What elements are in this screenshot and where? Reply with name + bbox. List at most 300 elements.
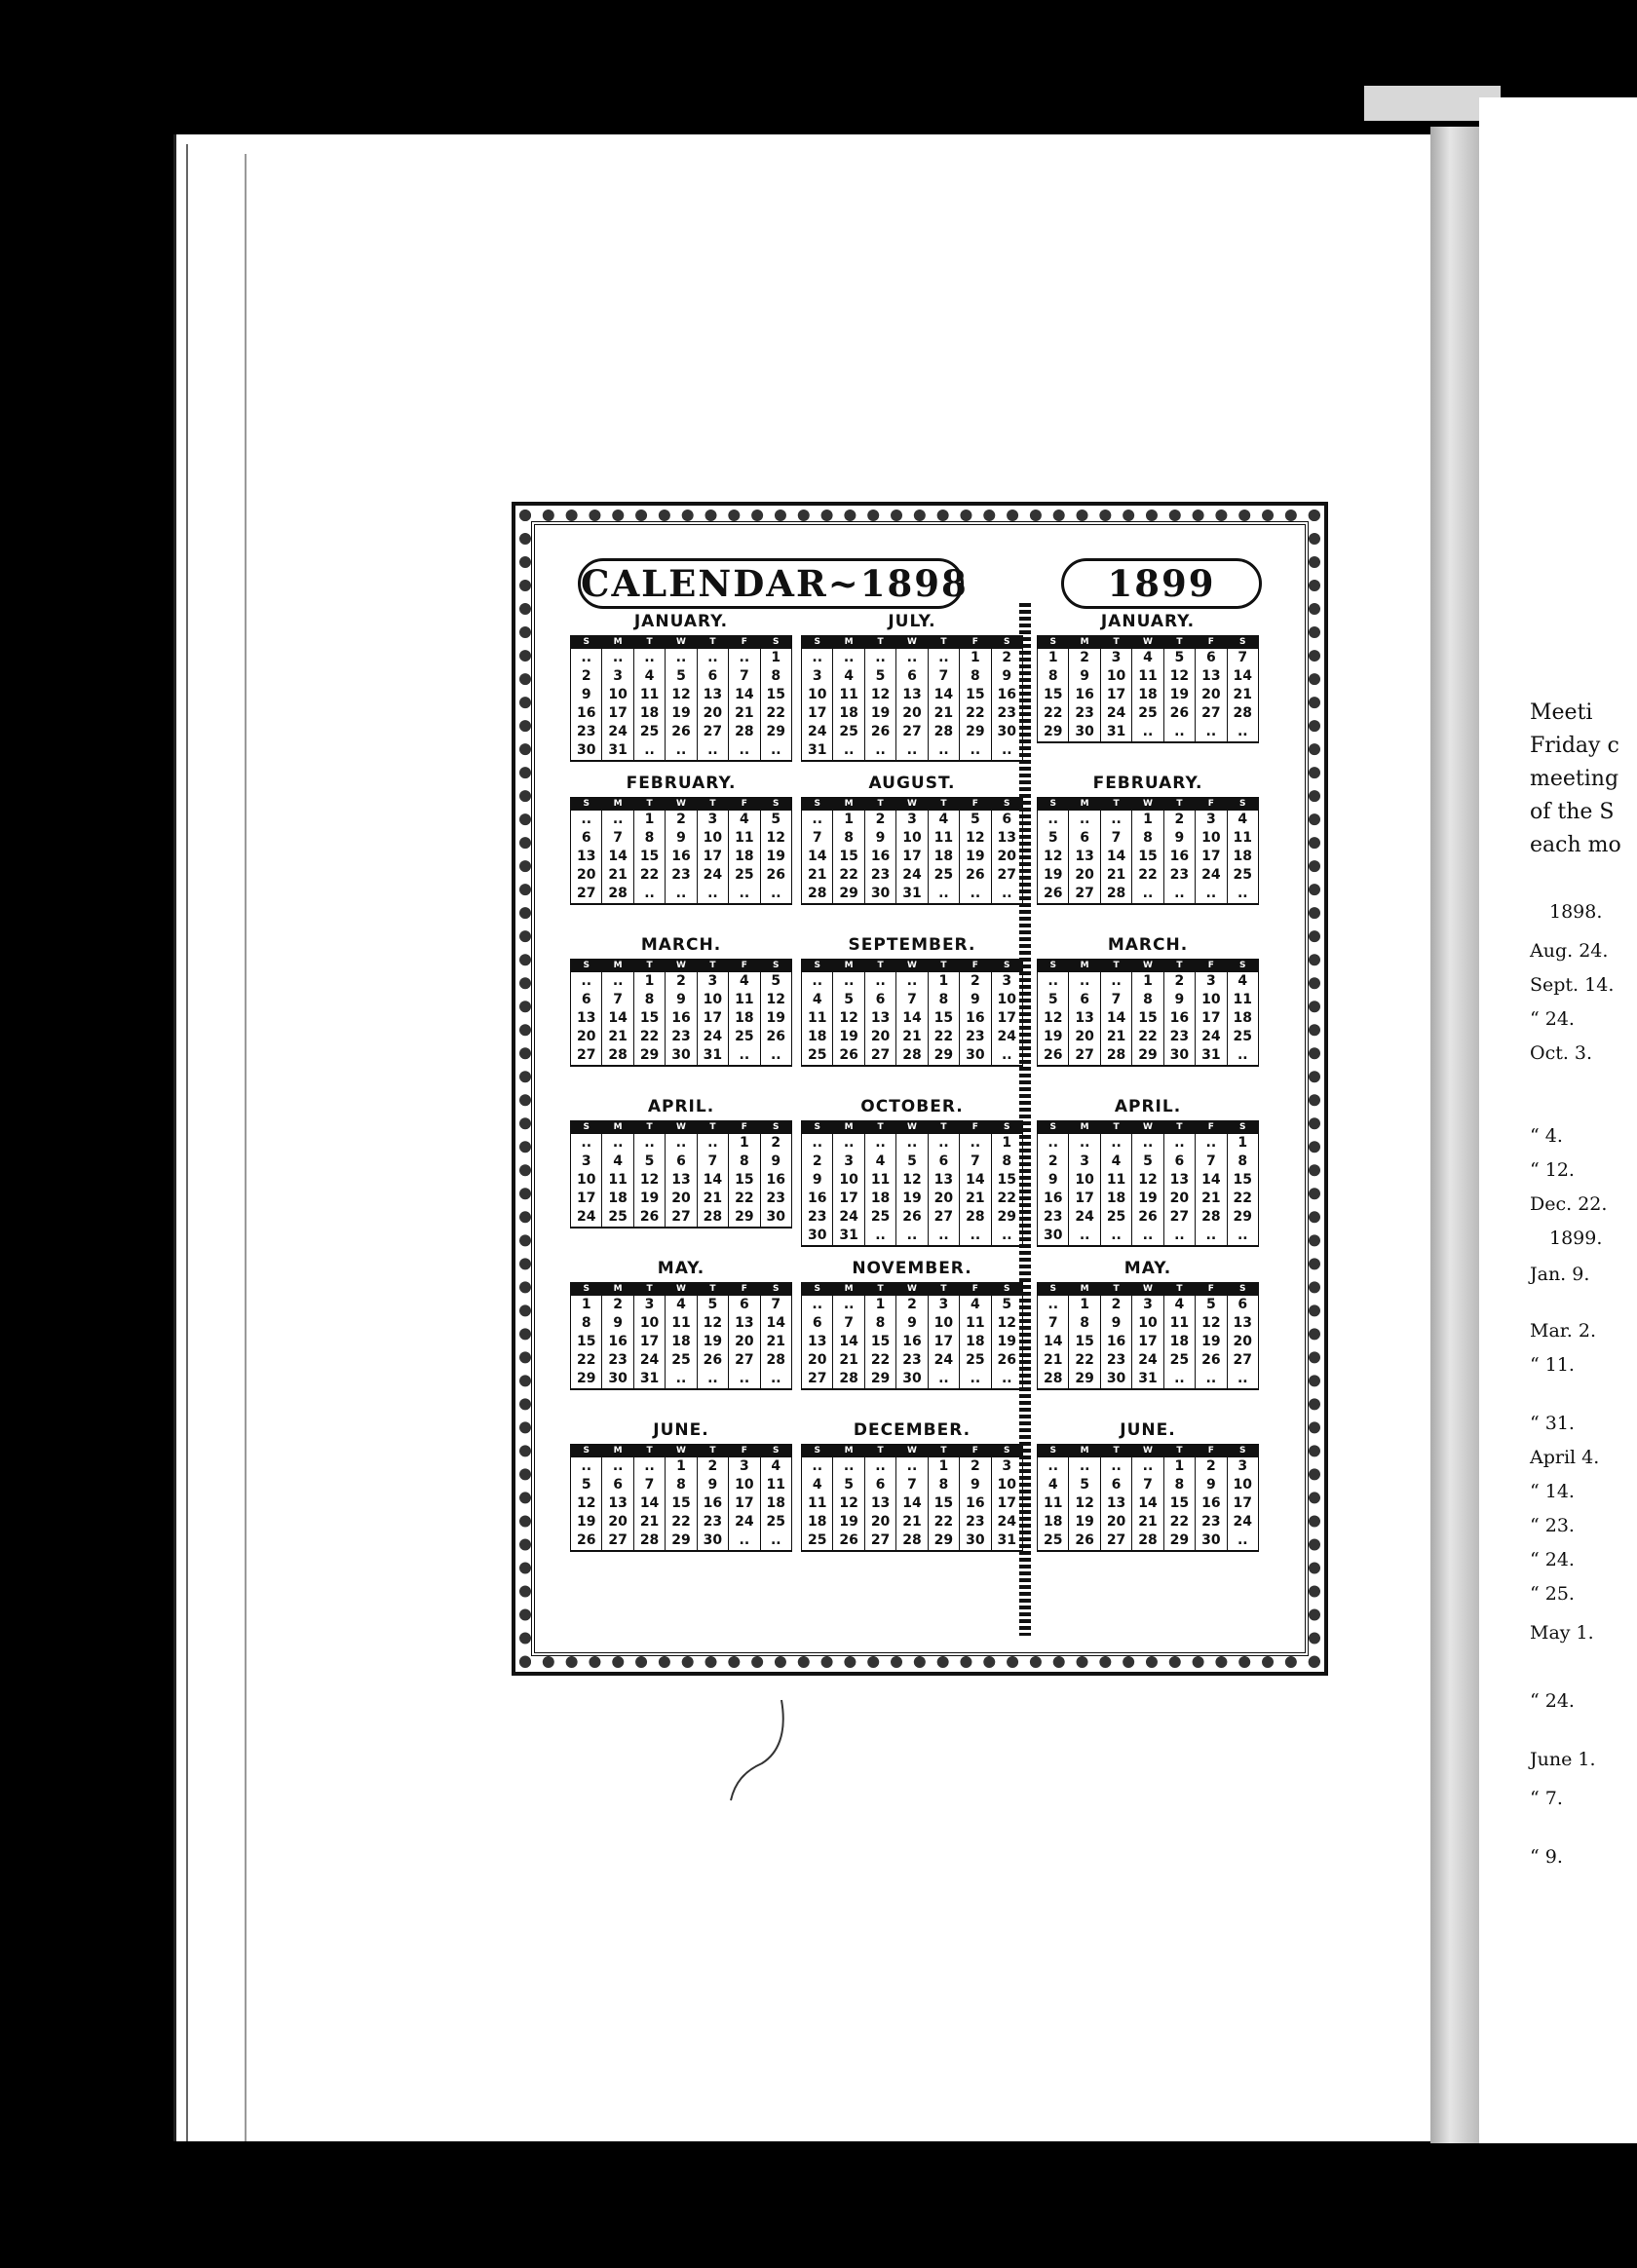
day-cell: 2 [697, 1457, 728, 1477]
weekday-header: S [1227, 636, 1258, 649]
day-cell: 24 [928, 1351, 959, 1370]
weekday-header: S [571, 1445, 602, 1457]
day-cell: 23 [1100, 1351, 1131, 1370]
log-entry: 1899. [1549, 1228, 1603, 1249]
day-cell: 16 [1069, 686, 1100, 704]
week-row [1038, 1009, 1259, 1028]
month-name: AUGUST. [868, 774, 956, 793]
day-cell: 28 [802, 885, 833, 903]
day-cell: .. [1100, 1134, 1131, 1153]
day-cell: 28 [760, 1351, 791, 1370]
day-cell: 16 [1038, 1190, 1069, 1208]
day-cell: .. [896, 741, 928, 760]
week-row [802, 1370, 1023, 1388]
month-table [801, 1444, 1023, 1550]
day-cell: 26 [833, 1046, 864, 1065]
week-row [571, 1190, 792, 1208]
day-cell: .. [666, 885, 697, 903]
day-cell: 17 [729, 1494, 760, 1513]
day-cell: 2 [802, 1153, 833, 1171]
day-cell: 30 [960, 1046, 991, 1065]
day-cell: 12 [1132, 1171, 1163, 1190]
day-cell: .. [928, 1227, 959, 1245]
month-table [1037, 635, 1259, 741]
day-cell: 9 [666, 991, 697, 1009]
day-cell: 18 [864, 1190, 895, 1208]
day-cell: 18 [1163, 1333, 1195, 1351]
week-row [571, 885, 792, 903]
weekday-header: T [928, 1121, 959, 1134]
day-cell: 28 [833, 1370, 864, 1388]
day-cell: .. [1038, 1296, 1069, 1315]
day-cell: 12 [1163, 667, 1195, 686]
calendar-title: CALENDAR~1898 [578, 558, 964, 609]
day-cell: 6 [896, 667, 928, 686]
week-row [802, 972, 1023, 992]
day-cell: 30 [666, 1046, 697, 1065]
week-row [802, 1046, 1023, 1065]
weekday-header: S [760, 1283, 791, 1296]
day-cell: 18 [729, 848, 760, 866]
week-row [571, 1476, 792, 1494]
day-cell: .. [1163, 1134, 1195, 1153]
day-cell: 29 [991, 1208, 1022, 1227]
day-cell: 29 [571, 1370, 602, 1388]
day-cell: 27 [1227, 1351, 1258, 1370]
weekday-header: S [1227, 1283, 1258, 1296]
day-cell: 28 [602, 1046, 633, 1065]
day-cell: 31 [633, 1370, 665, 1388]
day-cell: 25 [928, 866, 959, 885]
day-cell: 7 [928, 667, 959, 686]
book-gutter [1430, 127, 1479, 2143]
day-cell: 27 [864, 1046, 895, 1065]
day-cell: 3 [1100, 649, 1131, 668]
day-cell: 25 [1100, 1208, 1131, 1227]
day-cell: .. [1196, 1227, 1227, 1245]
day-cell: 15 [1163, 1494, 1195, 1513]
weekday-header: M [833, 960, 864, 972]
week-row [802, 1476, 1023, 1494]
weekday-header: T [928, 960, 959, 972]
weekday-header: T [1100, 1121, 1131, 1134]
day-cell: 7 [1227, 649, 1258, 668]
day-cell: 4 [1227, 972, 1258, 992]
day-cell: 1 [960, 649, 991, 668]
day-cell: 10 [991, 1476, 1022, 1494]
day-cell: 19 [1038, 1028, 1069, 1046]
day-cell: 21 [1100, 866, 1131, 885]
day-cell: 21 [729, 704, 760, 723]
weekday-header: M [602, 636, 633, 649]
week-row [802, 1513, 1023, 1531]
weekday-header: F [729, 1121, 760, 1134]
day-cell: 13 [1196, 667, 1227, 686]
day-cell: 26 [991, 1351, 1022, 1370]
day-cell: 3 [571, 1153, 602, 1171]
week-row [802, 1009, 1023, 1028]
weekday-header: S [991, 960, 1022, 972]
week-row [1038, 811, 1259, 830]
day-cell: 3 [1132, 1296, 1163, 1315]
log-entry: “ 11. [1530, 1354, 1575, 1376]
month-name: JANUARY. [633, 612, 729, 631]
log-entry: Aug. 24. [1530, 940, 1609, 962]
day-cell: 17 [633, 1333, 665, 1351]
week-row [1038, 1296, 1259, 1315]
day-cell: 4 [864, 1153, 895, 1171]
week-row [571, 1333, 792, 1351]
day-cell: 24 [729, 1513, 760, 1531]
weekday-header: F [960, 1121, 991, 1134]
day-cell: 17 [1069, 1190, 1100, 1208]
day-cell: .. [802, 649, 833, 668]
day-cell: 1 [666, 1457, 697, 1477]
month-name: FEBRUARY. [626, 774, 737, 793]
day-cell: 10 [1227, 1476, 1258, 1494]
month-name: JUNE. [1120, 1420, 1176, 1440]
month-block [1037, 770, 1259, 905]
day-cell: 22 [1132, 866, 1163, 885]
weekday-header: W [896, 1121, 928, 1134]
weekday-header: F [729, 1283, 760, 1296]
weekday-header: W [1132, 636, 1163, 649]
day-cell: 6 [571, 829, 602, 848]
day-cell: .. [1196, 885, 1227, 903]
day-cell: 5 [666, 667, 697, 686]
day-cell: 29 [864, 1370, 895, 1388]
month-table [570, 959, 792, 1065]
day-cell: 19 [833, 1028, 864, 1046]
week-row [1038, 848, 1259, 866]
day-cell: 19 [633, 1190, 665, 1208]
week-row [571, 1028, 792, 1046]
day-cell: 29 [666, 1531, 697, 1550]
week-row [802, 1190, 1023, 1208]
day-cell: .. [602, 1134, 633, 1153]
day-cell: .. [1227, 1531, 1258, 1550]
day-cell: .. [1227, 723, 1258, 741]
day-cell: 6 [697, 667, 728, 686]
day-cell: .. [802, 1296, 833, 1315]
day-cell: 3 [802, 667, 833, 686]
weekday-header: W [896, 1283, 928, 1296]
day-cell: 18 [1227, 1009, 1258, 1028]
month-block [1037, 1093, 1259, 1247]
day-cell: 7 [960, 1153, 991, 1171]
day-cell: 6 [991, 811, 1022, 830]
day-cell: 12 [864, 686, 895, 704]
weekday-header: S [571, 960, 602, 972]
day-cell: 30 [1196, 1531, 1227, 1550]
right-page [1479, 97, 1637, 2143]
day-cell: 9 [760, 1153, 791, 1171]
day-cell: 29 [633, 1046, 665, 1065]
day-cell: 15 [571, 1333, 602, 1351]
day-cell: 16 [760, 1171, 791, 1190]
day-cell: 16 [864, 848, 895, 866]
day-cell: 25 [1038, 1531, 1069, 1550]
weekday-header: S [1227, 798, 1258, 811]
day-cell: 23 [864, 866, 895, 885]
week-row [1038, 1153, 1259, 1171]
week-row [1038, 1314, 1259, 1333]
week-row [571, 1153, 792, 1171]
day-cell: 6 [729, 1296, 760, 1315]
weekday-header: T [633, 636, 665, 649]
day-cell: 27 [602, 1531, 633, 1550]
day-cell: 25 [802, 1046, 833, 1065]
day-cell: 4 [1163, 1296, 1195, 1315]
week-row [571, 1351, 792, 1370]
day-cell: .. [960, 885, 991, 903]
day-cell: 3 [602, 667, 633, 686]
day-cell: 18 [1132, 686, 1163, 704]
day-cell: 25 [666, 1351, 697, 1370]
day-cell: 12 [1069, 1494, 1100, 1513]
day-cell: .. [991, 1046, 1022, 1065]
day-cell: .. [896, 972, 928, 992]
day-cell: 23 [571, 723, 602, 741]
day-cell: 11 [602, 1171, 633, 1190]
day-cell: 27 [991, 866, 1022, 885]
day-cell: 17 [1196, 1009, 1227, 1028]
week-row [1038, 704, 1259, 723]
day-cell: 12 [1038, 1009, 1069, 1028]
weekday-header: M [833, 1445, 864, 1457]
weekday-header: M [1069, 1445, 1100, 1457]
day-cell: 11 [802, 1494, 833, 1513]
weekday-header: T [1163, 1283, 1195, 1296]
day-cell: 4 [602, 1153, 633, 1171]
day-cell: .. [1196, 1370, 1227, 1388]
day-cell: .. [1163, 723, 1195, 741]
day-cell: 10 [802, 686, 833, 704]
weekday-header: T [928, 636, 959, 649]
day-cell: 11 [1100, 1171, 1131, 1190]
day-cell: .. [896, 1457, 928, 1477]
day-cell: 19 [760, 848, 791, 866]
day-cell: .. [571, 1134, 602, 1153]
week-row [571, 723, 792, 741]
day-cell: 28 [602, 885, 633, 903]
day-cell: 26 [1069, 1531, 1100, 1550]
day-cell: 16 [666, 848, 697, 866]
day-cell: 19 [697, 1333, 728, 1351]
day-cell: .. [1100, 972, 1131, 992]
day-cell: .. [666, 1134, 697, 1153]
day-cell: 3 [833, 1153, 864, 1171]
day-cell: 15 [1132, 848, 1163, 866]
week-row [802, 667, 1023, 686]
day-cell: 3 [1069, 1153, 1100, 1171]
day-cell: 25 [602, 1208, 633, 1227]
weekday-header: S [802, 1283, 833, 1296]
day-cell: 13 [1227, 1314, 1258, 1333]
weekday-header: T [697, 1283, 728, 1296]
day-cell: 1 [1069, 1296, 1100, 1315]
day-cell: 11 [760, 1476, 791, 1494]
day-cell: 31 [1132, 1370, 1163, 1388]
day-cell: 8 [960, 667, 991, 686]
day-cell: 15 [864, 1333, 895, 1351]
day-cell: 7 [1100, 991, 1131, 1009]
day-cell: 16 [1163, 1009, 1195, 1028]
day-cell: 13 [571, 848, 602, 866]
day-cell: 5 [1196, 1296, 1227, 1315]
log-entry: Mar. 2. [1530, 1320, 1596, 1342]
day-cell: 29 [1227, 1208, 1258, 1227]
day-cell: 1 [760, 649, 791, 668]
weekday-header: W [896, 636, 928, 649]
month-table [801, 797, 1023, 903]
weekday-header: S [760, 636, 791, 649]
day-cell: 27 [729, 1351, 760, 1370]
week-row [1038, 1513, 1259, 1531]
day-cell: 20 [666, 1190, 697, 1208]
day-cell: 18 [1100, 1190, 1131, 1208]
weekday-header: M [602, 798, 633, 811]
day-cell: 13 [896, 686, 928, 704]
day-cell: 26 [666, 723, 697, 741]
day-cell: 7 [729, 667, 760, 686]
week-row [571, 811, 792, 830]
weekday-header: W [1132, 1445, 1163, 1457]
day-cell: 27 [571, 885, 602, 903]
day-cell: .. [666, 1370, 697, 1388]
day-cell: 2 [1196, 1457, 1227, 1477]
day-cell: 8 [1163, 1476, 1195, 1494]
day-cell: 15 [928, 1494, 959, 1513]
weekday-header: W [666, 960, 697, 972]
day-cell: 15 [928, 1009, 959, 1028]
month-table [1037, 1444, 1259, 1550]
day-cell: 13 [602, 1494, 633, 1513]
day-cell: 28 [928, 723, 959, 741]
day-cell: 26 [697, 1351, 728, 1370]
day-cell: 23 [1163, 866, 1195, 885]
log-entry: Oct. 3. [1530, 1042, 1593, 1064]
day-cell: 13 [991, 829, 1022, 848]
day-cell: 18 [1227, 848, 1258, 866]
day-cell: 11 [729, 991, 760, 1009]
day-cell: .. [697, 1134, 728, 1153]
week-row [1038, 972, 1259, 992]
day-cell: 20 [1069, 866, 1100, 885]
day-cell: .. [802, 1134, 833, 1153]
day-cell: 8 [928, 1476, 959, 1494]
day-cell: .. [1132, 885, 1163, 903]
day-cell: 4 [928, 811, 959, 830]
day-cell: 3 [928, 1296, 959, 1315]
day-cell: 22 [1163, 1513, 1195, 1531]
weekday-header: F [1196, 1283, 1227, 1296]
day-cell: 9 [1163, 829, 1195, 848]
week-row [571, 1513, 792, 1531]
day-cell: .. [864, 741, 895, 760]
week-row [1038, 649, 1259, 668]
day-cell: 26 [760, 866, 791, 885]
day-cell: 26 [1196, 1351, 1227, 1370]
day-cell: 17 [602, 704, 633, 723]
month-name: NOVEMBER. [852, 1259, 972, 1278]
month-block [1037, 1255, 1259, 1390]
day-cell: 21 [1038, 1351, 1069, 1370]
week-row [802, 811, 1023, 830]
day-cell: .. [633, 741, 665, 760]
day-cell: 23 [1069, 704, 1100, 723]
weekday-header: F [1196, 1121, 1227, 1134]
day-cell: 31 [697, 1046, 728, 1065]
log-entry: “ 4. [1530, 1125, 1563, 1147]
weekday-header: M [1069, 1121, 1100, 1134]
month-table [801, 959, 1023, 1065]
day-cell: 28 [896, 1531, 928, 1550]
weekday-header: W [666, 798, 697, 811]
day-cell: 20 [864, 1513, 895, 1531]
day-cell: 2 [1163, 972, 1195, 992]
day-cell: 23 [760, 1190, 791, 1208]
day-cell: 9 [697, 1476, 728, 1494]
day-cell: 27 [864, 1531, 895, 1550]
day-cell: 24 [896, 866, 928, 885]
weekday-header: S [571, 636, 602, 649]
month-block [1037, 608, 1259, 743]
day-cell: 1 [1132, 811, 1163, 830]
day-cell: 25 [864, 1208, 895, 1227]
day-cell: 23 [1163, 1028, 1195, 1046]
weekday-header: W [1132, 960, 1163, 972]
text-line: Meeti [1530, 700, 1593, 725]
week-row [802, 723, 1023, 741]
month-table [570, 1444, 792, 1550]
weekday-header: W [666, 1121, 697, 1134]
day-cell: 7 [1132, 1476, 1163, 1494]
weekday-header: T [928, 798, 959, 811]
day-cell: 23 [666, 1028, 697, 1046]
day-cell: 14 [833, 1333, 864, 1351]
weekday-header: S [802, 1121, 833, 1134]
day-cell: .. [1227, 1370, 1258, 1388]
day-cell: .. [864, 1227, 895, 1245]
day-cell: .. [729, 1046, 760, 1065]
day-cell: 21 [760, 1333, 791, 1351]
day-cell: 16 [802, 1190, 833, 1208]
day-cell: .. [571, 972, 602, 992]
week-row [802, 649, 1023, 668]
weekday-header: W [666, 636, 697, 649]
month-block [570, 608, 792, 762]
day-cell: 16 [1196, 1494, 1227, 1513]
day-cell: 25 [1227, 866, 1258, 885]
day-cell: 17 [1196, 848, 1227, 866]
week-row [1038, 866, 1259, 885]
day-cell: .. [1132, 1457, 1163, 1477]
day-cell: 22 [991, 1190, 1022, 1208]
day-cell: .. [760, 1370, 791, 1388]
week-row [802, 1351, 1023, 1370]
day-cell: 23 [896, 1351, 928, 1370]
day-cell: 5 [760, 811, 791, 830]
day-cell: 19 [896, 1190, 928, 1208]
weekday-header: M [602, 1445, 633, 1457]
day-cell: 8 [991, 1153, 1022, 1171]
day-cell: 28 [1132, 1531, 1163, 1550]
day-cell: 28 [960, 1208, 991, 1227]
day-cell: 30 [571, 741, 602, 760]
week-row [1038, 1457, 1259, 1477]
month-block [801, 931, 1023, 1067]
